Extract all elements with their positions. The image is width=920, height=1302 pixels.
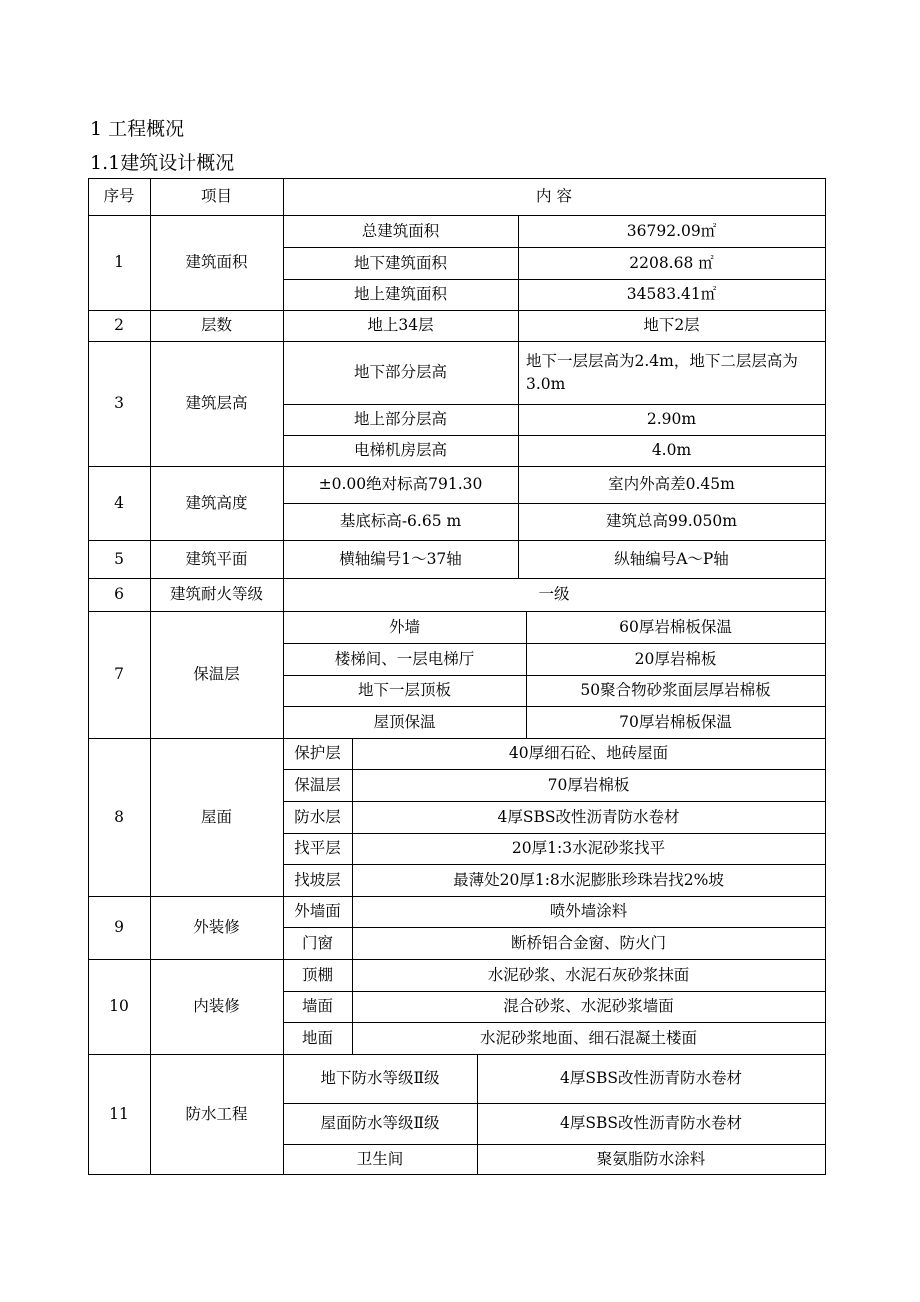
sub-item-cell: 找平层 (294, 839, 341, 857)
sub-value-cell: 水泥砂浆、水泥石灰砂浆抹面 (487, 965, 690, 984)
row-number: 9 (114, 918, 124, 936)
row-number: 7 (114, 665, 124, 683)
row-item: 内装修 (193, 997, 240, 1015)
sub-item-cell: 墙面 (301, 997, 333, 1015)
content-cell: 一级 (538, 585, 570, 603)
sub-item-cell: 楼梯间、一层电梯厅 (334, 649, 475, 668)
row-item: 建筑平面 (185, 549, 248, 568)
sub-value-cell: 4厚SBS改性沥青防水卷材 (560, 1114, 742, 1132)
sub-value-cell: 4厚SBS改性沥青防水卷材 (497, 807, 680, 826)
sub-item-cell: 地面 (301, 1028, 333, 1047)
table-rule (352, 896, 353, 960)
sub-item-cell: 顶棚 (301, 965, 333, 984)
sub-value-cell: 36792.09㎡ (626, 221, 717, 240)
row-number: 8 (114, 807, 124, 826)
sub-value-cell: 2208.68 ㎡ (629, 253, 714, 272)
sub-item-cell: 地上部分层高 (353, 410, 447, 428)
sub-value-cell: 喷外墙涂料 (549, 902, 628, 920)
sub-value-cell: 聚氨脂防水涂料 (596, 1149, 706, 1168)
sub-value-cell: 混合砂浆、水泥砂浆墙面 (503, 997, 674, 1015)
table-rule (477, 1054, 478, 1175)
row-item: 保温层 (193, 665, 240, 683)
sub-item-cell: 横轴编号1～37轴 (339, 549, 462, 568)
sub-item-cell: 保温层 (294, 775, 341, 794)
table-rule (283, 404, 826, 405)
table-rule (526, 611, 527, 739)
subsection-heading: 1.1建筑设计概况 (90, 152, 235, 174)
row-item: 屋面 (200, 807, 232, 826)
table-rule (825, 178, 826, 1175)
sub-value-cell: 20厚岩棉板 (634, 649, 717, 668)
table-rule (283, 247, 826, 248)
table-rule (352, 959, 353, 1055)
sub-value-cell: 建筑总高99.050m (606, 512, 737, 530)
sub-item-cell: 地下建筑面积 (353, 253, 447, 272)
sub-value-cell: 70厚岩棉板 (547, 775, 630, 794)
table-rule (283, 279, 826, 280)
sub-value-cell: 室内外高差0.45m (608, 475, 735, 493)
row-item: 外装修 (193, 918, 240, 936)
sub-item-cell: 地上34层 (367, 316, 434, 334)
table-rule (518, 540, 519, 579)
sub-value-cell: 纵轴编号A～P轴 (614, 549, 729, 568)
table-rule (88, 1174, 826, 1175)
sub-value-cell: 20厚1:3水泥砂浆找平 (511, 839, 666, 857)
sub-item-cell: 地下部分层高 (353, 363, 447, 381)
sub-item-cell: 地下一层顶板 (357, 681, 451, 699)
sub-item-cell: 屋面防水等级Ⅱ级 (320, 1114, 440, 1132)
table-rule (283, 991, 826, 992)
sub-item-cell: 防水层 (294, 807, 341, 826)
sub-value-cell: 60厚岩棉板保温 (619, 617, 732, 636)
header-content: 内 容 (536, 187, 572, 205)
sub-value-cell: 地下一层层高为2.4m，地下二层层高为3.0m (526, 351, 798, 393)
row-number: 5 (114, 549, 124, 568)
table-rule (518, 341, 519, 467)
sub-value-cell: 4.0m (651, 441, 692, 459)
table-rule (283, 643, 826, 644)
table-rule (283, 675, 826, 676)
row-number: 2 (114, 316, 124, 334)
row-number: 6 (114, 585, 124, 603)
sub-item-cell: 地下防水等级Ⅱ级 (320, 1069, 440, 1087)
section-heading: 1 工程概况 (90, 118, 185, 140)
sub-item-cell: 外墙 (388, 617, 420, 636)
table-rule (283, 864, 826, 865)
table-rule (283, 435, 826, 436)
row-item: 建筑耐火等级 (169, 585, 263, 603)
table-rule (283, 801, 826, 802)
table-rule (283, 927, 826, 928)
sub-item-cell: 电梯机房层高 (353, 441, 447, 459)
row-item: 建筑高度 (185, 493, 248, 512)
sub-value-cell: 2.90m (646, 410, 697, 428)
sub-value-cell: 70厚岩棉板保温 (619, 712, 732, 731)
sub-item-cell: 基底标高-6.65 m (339, 512, 462, 530)
row-item: 防水工程 (185, 1104, 248, 1123)
table-rule (518, 466, 519, 541)
sub-value-cell: 40厚细石砼、地砖屋面 (508, 744, 669, 762)
sub-item-cell: 找坡层 (294, 870, 341, 889)
table-rule (283, 178, 284, 1175)
sub-value-cell: 34583.41㎡ (626, 285, 717, 303)
row-item: 建筑层高 (185, 394, 248, 412)
table-rule (283, 1103, 826, 1104)
table-rule (352, 738, 353, 897)
header-item: 项目 (200, 187, 232, 205)
table-rule (283, 1144, 826, 1145)
table-rule (88, 178, 89, 1175)
sub-item-cell: 总建筑面积 (361, 221, 440, 240)
table-rule (518, 310, 519, 342)
sub-value-cell: 最薄处20厚1:8水泥膨胀珍珠岩找2%坡 (453, 870, 724, 889)
row-item: 层数 (200, 316, 232, 334)
header-no: 序号 (103, 187, 135, 205)
sub-item-cell: 地上建筑面积 (353, 285, 447, 303)
row-number: 11 (109, 1104, 129, 1123)
sub-value-cell: 4厚SBS改性沥青防水卷材 (560, 1069, 742, 1087)
row-number: 10 (109, 997, 129, 1015)
sub-item-cell: 门窗 (301, 933, 333, 952)
sub-item-cell: ±0.00绝对标高791.30 (318, 475, 483, 493)
sub-item-cell: 外墙面 (294, 902, 341, 920)
sub-value-cell: 水泥砂浆地面、细石混凝土楼面 (479, 1028, 697, 1047)
row-number: 1 (114, 253, 124, 271)
sub-value-cell: 地下2层 (643, 316, 700, 334)
table-rule (88, 178, 826, 179)
table-rule (283, 706, 826, 707)
table-rule (283, 769, 826, 770)
sub-value-cell: 断桥铝合金窗、防火门 (510, 933, 666, 952)
row-item: 建筑面积 (185, 253, 248, 271)
row-number: 3 (114, 394, 124, 412)
sub-item-cell: 保护层 (294, 744, 341, 762)
row-number: 4 (114, 493, 124, 512)
table-rule (283, 833, 826, 834)
sub-item-cell: 卫生间 (356, 1149, 404, 1168)
table-rule (283, 1022, 826, 1023)
table-rule (518, 215, 519, 311)
table-rule (283, 503, 826, 504)
table-rule (150, 178, 151, 1175)
sub-value-cell: 50聚合物砂浆面层厚岩棉板 (580, 681, 771, 699)
sub-item-cell: 屋顶保温 (373, 712, 436, 731)
